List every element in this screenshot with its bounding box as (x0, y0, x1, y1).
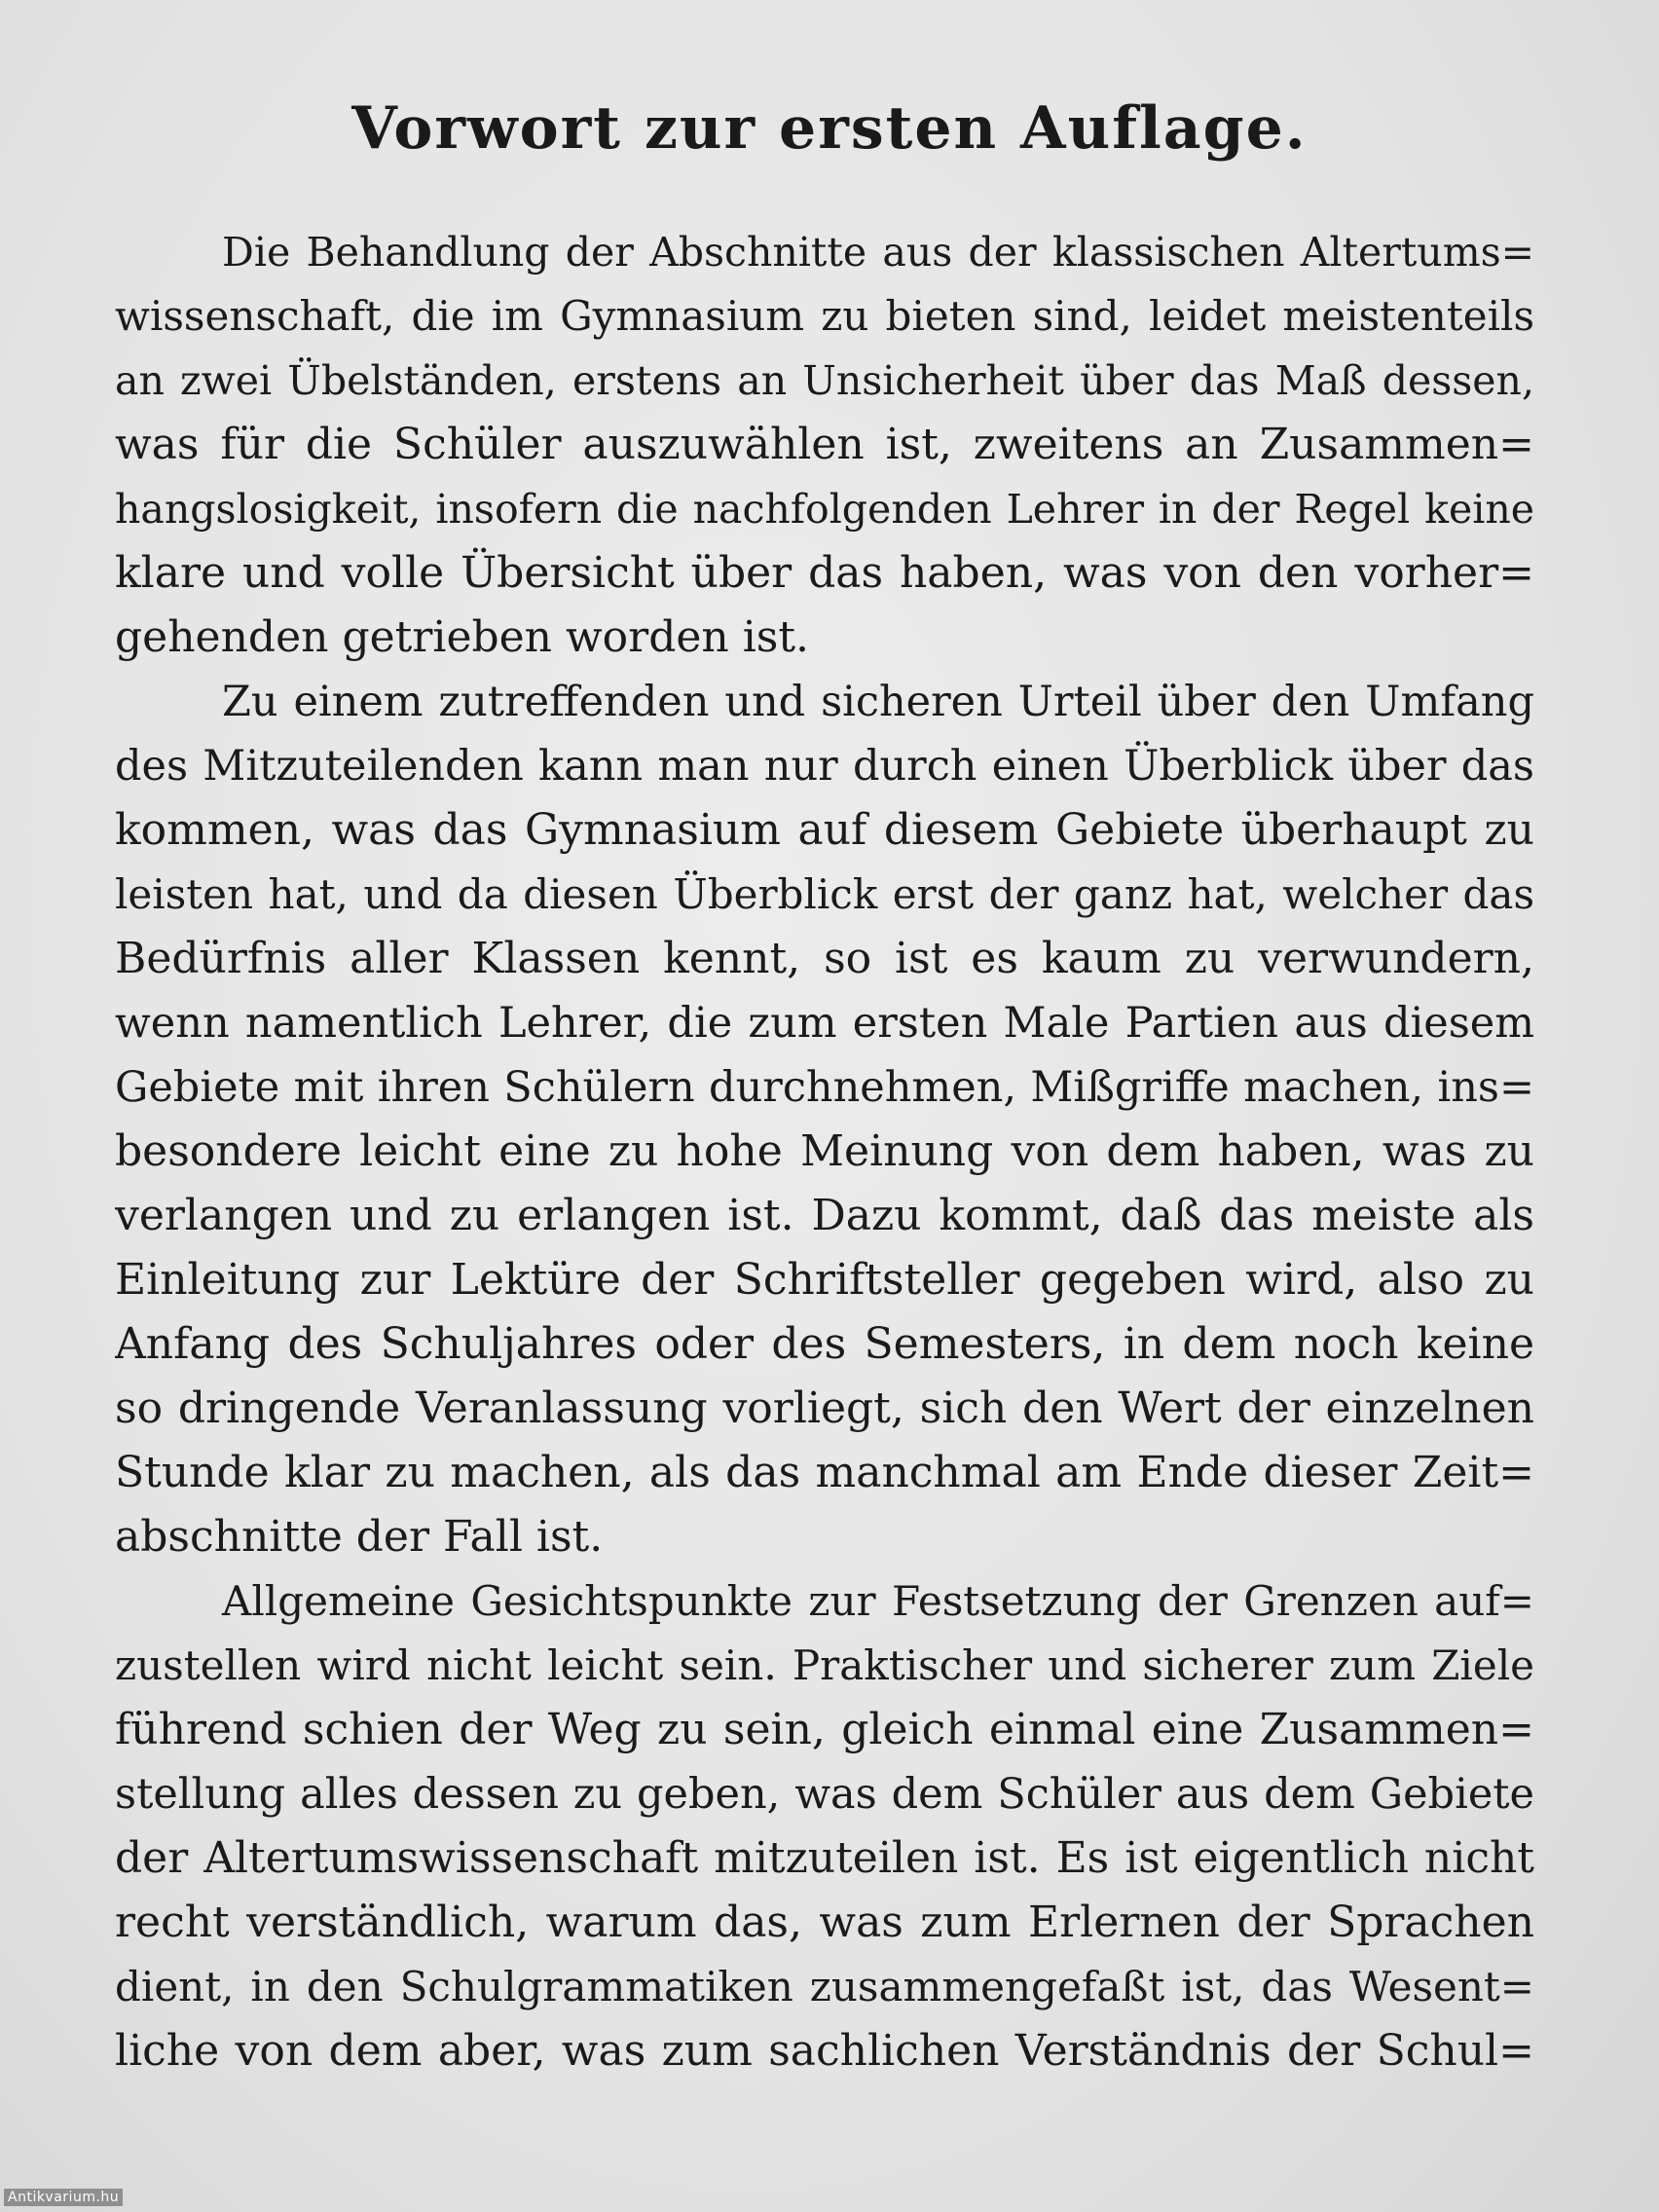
text-line: recht verständlich, warum das, was zum Erlernen der Sprachen (115, 1898, 1534, 1947)
text-line: hangslosigkeit, insofern die nachfolgenden Lehrer in der Regel keine (115, 486, 1534, 533)
text-line: liche von dem aber, was zum sachlichen Verständnis der Schul= (115, 2026, 1534, 2076)
text-line: an zwei Übelständen, erstens an Unsicherheit über das Maß dessen, (115, 357, 1534, 404)
paragraph-3 (115, 1569, 1534, 2083)
text-line: stellung alles dessen zu geben, was dem Schüler aus dem Gebiete (115, 1770, 1534, 1819)
text-line: leisten hat, und da diesen Überblick erst der ganz hat, welcher das (115, 870, 1534, 918)
text-line: so dringende Veranlassung vorliegt, sich den Wert der einzelnen (115, 1383, 1534, 1433)
paragraph-1 (115, 220, 1534, 670)
text-line: verlangen und zu erlangen ist. Dazu kommt, daß das meiste als (115, 1191, 1534, 1240)
text-line: Gebiete mit ihren Schülern durchnehmen, Mißgriffe machen, ins= (115, 1063, 1534, 1112)
text-line: Stunde klar zu machen, als das manchmal am Ende dieser Zeit= (115, 1448, 1534, 1497)
page-title: Vorwort zur ersten Auflage. (351, 94, 1308, 163)
text-line: Zu einem zutreffenden und sicheren Urteil über den Umfang (222, 678, 1534, 726)
text-line: besondere leicht eine zu hohe Meinung von dem haben, was zu (115, 1126, 1534, 1176)
text-line: wenn namentlich Lehrer, die zum ersten Male Partien aus diesem (115, 999, 1534, 1048)
text-line: der Altertumswissenschaft mitzuteilen ist. Es ist eigentlich nicht (115, 1833, 1534, 1883)
paragraph-2 (115, 670, 1534, 1569)
watermark-label: Antikvarium.hu (4, 2189, 123, 2206)
text-line: Allgemeine Gesichtspunkte zur Festsetzung der Grenzen auf= (222, 1577, 1534, 1625)
text-line: was für die Schüler auszuwählen ist, zweitens an Zusammen= (115, 420, 1534, 469)
text-line: Anfang des Schuljahres oder des Semesters, in dem noch keine (115, 1319, 1534, 1369)
text-line: abschnitte der Fall ist. (115, 1512, 604, 1562)
text-line: dient, in den Schulgrammatiken zusammengefaßt ist, das Wesent= (115, 1963, 1534, 2010)
text-line: wissenschaft, die im Gymnasium zu bieten sind, leidet meistenteils (115, 292, 1534, 340)
text-line: Einleitung zur Lektüre der Schriftsteller gegeben wird, also zu (115, 1255, 1534, 1305)
text-line: führend schien der Weg zu sein, gleich einmal eine Zusammen= (115, 1705, 1534, 1754)
text-line: kommen, was das Gymnasium auf diesem Gebiete überhaupt zu (115, 805, 1534, 855)
text-line: Bedürfnis aller Klassen kennt, so ist es kaum zu verwundern, (115, 934, 1534, 983)
body-text (115, 220, 1534, 2083)
text-line: Die Behandlung der Abschnitte aus der klassischen Altertums= (222, 229, 1534, 276)
text-line: gehenden getrieben worden ist. (115, 612, 810, 662)
text-line: zustellen wird nicht leicht sein. Praktischer und sicherer zum Ziele (115, 1641, 1534, 1689)
text-line: des Mitzuteilenden kann man nur durch einen Überblick über das (115, 742, 1534, 791)
text-line: klare und volle Übersicht über das haben, was von den vorher= (115, 548, 1534, 598)
